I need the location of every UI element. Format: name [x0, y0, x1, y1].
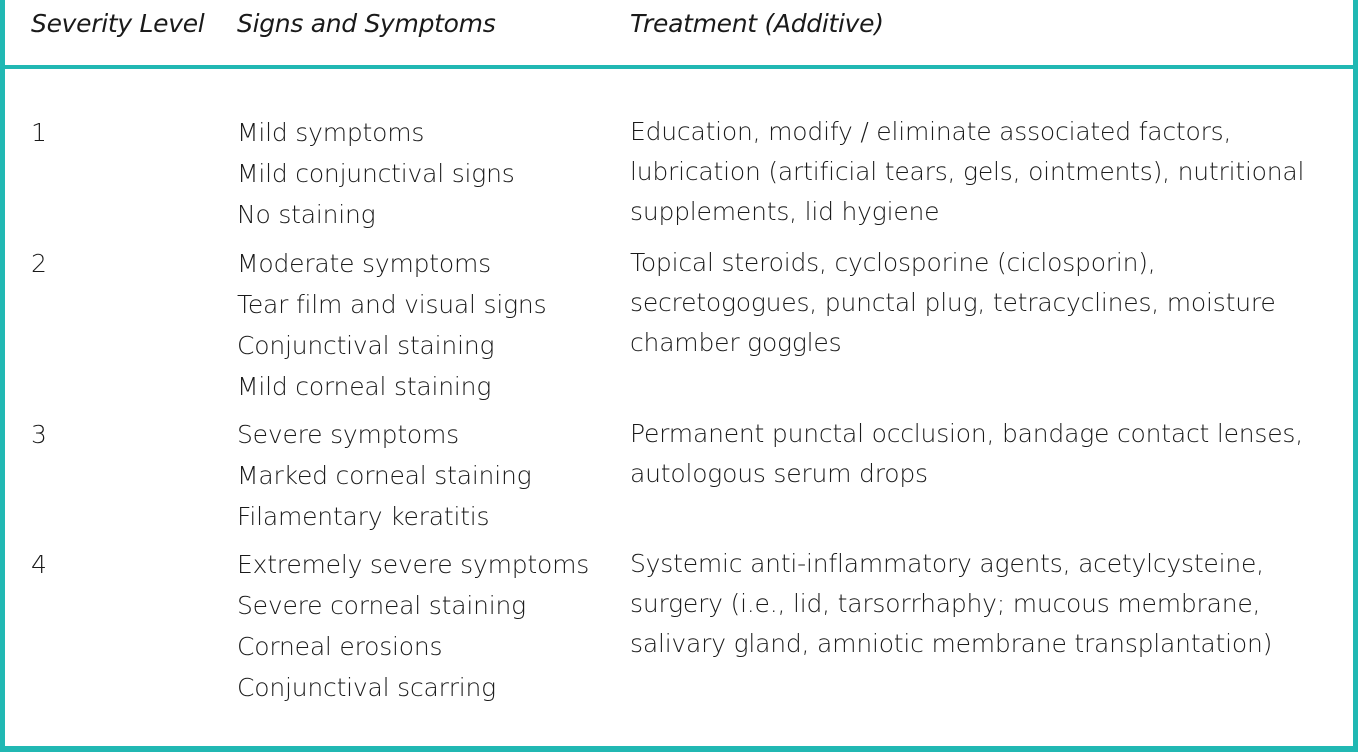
row-3-level: 3: [31, 420, 47, 449]
row-3-signs: [237, 414, 531, 537]
sign-line: Mild symptoms: [237, 118, 425, 147]
row-3-treatment: [630, 414, 1303, 494]
sign-line: Mild corneal staining: [237, 372, 492, 401]
sign-line: Severe corneal staining: [237, 591, 526, 620]
treatment-line: chamber goggles: [630, 328, 842, 357]
sign-line: Moderate symptoms: [237, 249, 491, 278]
header-treatment: Treatment (Additive): [630, 9, 884, 38]
row-4-signs: [237, 544, 589, 708]
treatment-line: Systemic anti-inflammatory agents, acetylcysteine,: [630, 549, 1264, 578]
treatment-line: autologous serum drops: [630, 459, 928, 488]
header-divider: [0, 65, 1358, 69]
row-1-signs: [237, 112, 515, 235]
treatment-line: salivary gland, amniotic membrane transplantation): [630, 629, 1273, 658]
row-4-level: 4: [31, 550, 47, 579]
sign-line: Conjunctival staining: [237, 331, 495, 360]
header-signs-and-symptoms: Signs and Symptoms: [237, 9, 496, 38]
treatment-line: supplements, lid hygiene: [630, 197, 940, 226]
sign-line: Extremely severe symptoms: [237, 550, 590, 579]
treatment-line: surgery (i.e., lid, tarsorrhaphy; mucous membrane,: [630, 589, 1261, 618]
sign-line: No staining: [237, 200, 376, 229]
treatment-line: Topical steroids, cyclosporine (ciclosporin),: [630, 248, 1156, 277]
treatment-line: secretogogues, punctal plug, tetracyclines, moisture: [630, 288, 1276, 317]
row-2-signs: [237, 243, 546, 407]
row-2-treatment: [630, 243, 1276, 363]
treatment-line: Education, modify / eliminate associated factors,: [630, 117, 1232, 146]
sign-line: Mild conjunctival signs: [237, 159, 515, 188]
header-severity-level: Severity Level: [31, 9, 205, 38]
sign-line: Conjunctival scarring: [237, 673, 496, 702]
row-2-level: 2: [31, 249, 47, 278]
row-1-treatment: [630, 112, 1304, 232]
sign-line: Tear film and visual signs: [237, 290, 547, 319]
treatment-line: Permanent punctal occlusion, bandage contact lenses,: [630, 419, 1303, 448]
sign-line: Severe symptoms: [237, 420, 460, 449]
sign-line: Marked corneal staining: [237, 461, 532, 490]
row-4-treatment: [630, 544, 1272, 664]
sign-line: Filamentary keratitis: [237, 502, 490, 531]
sign-line: Corneal erosions: [237, 632, 443, 661]
row-1-level: 1: [31, 118, 47, 147]
treatment-line: lubrication (artificial tears, gels, ointments), nutritional: [630, 157, 1305, 186]
